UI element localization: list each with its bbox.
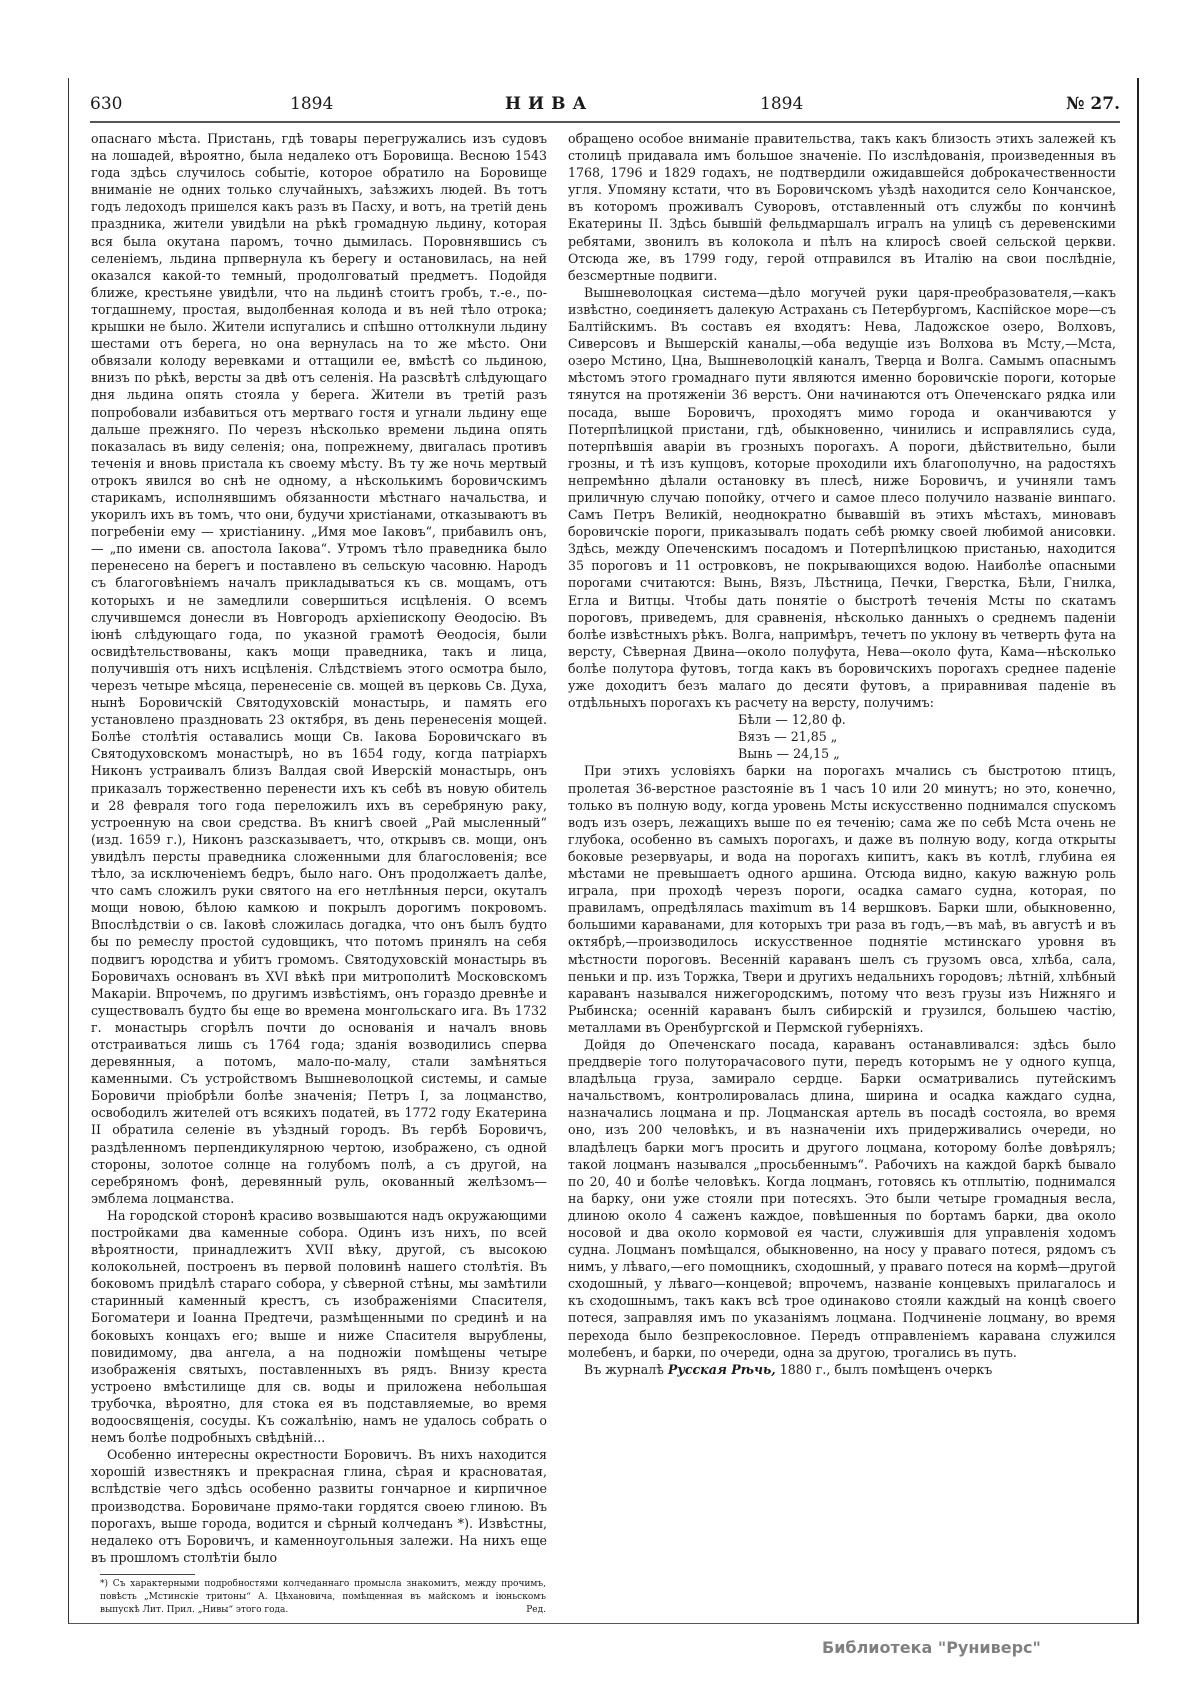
issue-number: № 27. [1066, 94, 1120, 114]
left-column [91, 130, 547, 1566]
rapid-name: Бѣли [738, 712, 772, 728]
rapid-name: Вынь [738, 746, 773, 762]
slope-row [738, 745, 1116, 762]
footnote-text: *) Съ характерными подробностями колчеданнаго промысла знакомитъ, между прочимъ, повѣсть „Мстинскіе тритоны“ А. Цѣхановича, помѣщенная въ майскомъ и іюньскомъ выпускѣ Лит. Прил. „Нивы“ этого года. [100, 1579, 546, 1615]
slope-value: — 12,80 ф. [775, 712, 846, 728]
paragraph: На городской сторонѣ красиво возвышаются надъ окружающими постройками два каменные собора. Одинъ изъ нихъ, по всей вѣроятности, принадлежитъ XVII вѣку, другой, съ высокою колокольней, построенъ въ первой половинѣ нашего столѣтія. Въ боковомъ придѣлѣ стараго собора, у сѣверной стѣны, мы замѣтили старинный каменный крестъ, съ изображеніями Спасителя, Богоматери и Іоанна Предтечи, размѣщенными по срединѣ и на боковыхъ концахъ его; выше и ниже Спасителя вырублены, повидимому, два ангела, а на подножіи помѣщены четыре изображенія святыхъ, поставленныхъ въ рядъ. Внизу креста устроено вмѣстилище для св. воды и приложена небольшая трубочка, вѣроятно, для стока ея въ подставляемые, во время водоосвященія, сосуды. Къ сожалѣнію, намъ не удалось собрать о немъ болѣе подробныхъ свѣдѣній... [91, 1207, 547, 1446]
paragraph: Дойдя до Опеченскаго посада, караванъ останавливался: здѣсь было преддверіе того полуторачасового пути, передъ которымъ не у одного купца, владѣльца груза, замирало сердце. Барки осматривались путейскимъ начальствомъ, контролировалась длина, ширина и осадка каждаго судна, назначались лоцмана и пр. Лоцманская артель въ посадѣ состояла, во время оно, изъ 200 человѣкъ, и въ назначеніи ихъ придерживались очереди, но владѣлецъ барки могъ просить и другого лоцмана, которому болѣе довѣрялъ; такой лоцманъ назывался „просьбеннымъ“. Рабочихъ на каждой баркѣ бывало по 20, 40 и болѣе человѣкъ. Когда лоцманъ, готовясь къ отплытію, поднимался на барку, они уже стояли при потесяхъ. Это были четыре громадныя весла, длиною около 4 саженъ каждое, повѣшенныя по бортамъ барки, два около носовой и два около кормовой ея части, служившія для управленія ходомъ судна. Лоцманъ помѣщался, обыкновенно, на носу у праваго потеся, рядомъ съ нимъ, у лѣваго,—его помощникъ, сходошный, у праваго потеся на кормѣ—другой сходошный, у лѣваго—концевой; впрочемъ, названіе концевыхъ прилагалось и къ сходошнымъ, такъ какъ всѣ трое одинаково стояли каждый на концѣ своего потеся, заправляя имъ по указаніямъ лоцмана. Подчиненіе лоцману, во время перехода было безпрекословное. Передъ отправленіемъ каравана служился молебенъ, и барки, по очереди, одна за другою, трогались въ путь. [568, 1036, 1116, 1360]
last-line-prefix: Въ журналѣ [584, 1361, 664, 1377]
paragraph: Вышневолоцкая система—дѣло могучей руки царя-преобразователя,—какъ извѣстно, соединяетъ далекую Астрахань съ Петербургомъ, Каспійское море—съ Балтійскимъ. Въ составъ ея входятъ: Нева, Ладожское озеро, Волховъ, Сиверсовъ и Вышерскій каналы,—оба ведущіе изъ Волхова въ Мсту,—Мста, озеро Мстино, Цна, Вышневолоцкій каналъ, Тверца и Волга. Самымъ опаснымъ мѣстомъ этого громаднаго пути являются именно боровичскіе пороги, которые тянутся на протяженіи 36 верстъ. Они начинаются отъ Опеченскаго рядка или посада, выше Боровичъ, проходятъ мимо города и оканчиваются у Потерпѣлицкой пристани, гдѣ, обыкновенно, чинились и исправлялись суда, потерпѣвшія аваріи въ грозныхъ порогахъ. А пороги, дѣйствительно, были грозны, и тѣ изъ купцовъ, которые проходили ихъ благополучно, на радостяхъ непремѣнно дѣлали остановку въ плесѣ, ниже Боровичъ, и учиняли тамъ приличную случаю попойку, отчего и самое плесо получило названіе винпаго. Самъ Петръ Великій, неоднократно бывавшій въ этихъ мѣстахъ, миновавъ боровичскіе пороги, приказывалъ подать себѣ рюмку своей любимой анисовки. Здѣсь, между Опеченскимъ посадомъ и Потерпѣлицкою пристанью, находится 35 пороговъ и 11 островковъ, не покрывающихся водою. Наиболѣе опасными порогами считаются: Вынь, Вязъ, Лѣстница, Печки, Гверстка, Бѣли, Гнилка, Егла и Витцы. Чтобы дать понятіе о быстротѣ теченія Мсты по скатамъ пороговъ, приведемъ, для сравненія, нѣсколько данныхъ о среднемъ паденіи болѣе извѣстныхъ рѣкъ. Волга, напримѣръ, течетъ по уклону въ четверть фута на версту, Сѣверная Двина—около полуфута, Нева—около фута, Кама—нѣсколько болѣе полутора футовъ, тогда какъ въ боровичскихъ порогахъ среднее паденіе уже доходитъ безъ малаго до десяти футовъ, а приравнивая паденіе въ отдѣльныхъ порогахъ къ расчету на версту, получимъ: [568, 284, 1116, 711]
last-line-suffix: 1880 г., былъ помѣщенъ очеркъ [779, 1361, 993, 1377]
right-column [568, 130, 1116, 1378]
editor-mark: Ред. [526, 1605, 546, 1615]
running-header [90, 88, 1120, 120]
header-rule [90, 121, 1120, 123]
library-watermark: Библиотека "Руниверс" [822, 1638, 1041, 1657]
paragraph: обращено особое вниманіе правительства, такъ какъ близость этихъ залежей къ столицѣ придавала имъ большое значеніе. По изслѣдованія, произведенныя въ 1768, 1796 и 1829 годахъ, не подтвердили ожидавшейся доброкачественности угля. Упомяну кстати, что въ Боровичскомъ уѣздѣ находится село Кончанское, въ которомъ проживалъ Суворовъ, отставленный отъ службы по кончинѣ Екатерины II. Здѣсь бывшій фельдмаршалъ игралъ на улицѣ съ деревенскими ребятами, звонилъ въ колокола и пѣлъ на клиросѣ своей сельской церкви. Отсюда же, въ 1799 году, герой отправился въ Италію на свои послѣдніе, безсмертные подвиги. [568, 131, 1116, 283]
journal-name: Русская Рѣчь, [667, 1361, 776, 1377]
header-year-right: 1894 [760, 94, 804, 114]
paragraph: Особенно интересны окрестности Боровичъ. Въ нихъ находится хорошій известнякъ и прекрасная глина, сѣрая и красноватая, вслѣдствіе чего здѣсь особенно развиты гончарное и кирпичное производства. Боровичане прямо-таки гордятся своею глиною. Въ порогахъ, выше города, водится и сѣрный колчеданъ *). Извѣстны, недалеко отъ Боровичъ, и каменноугольныя залежи. На нихъ еще въ прошломъ столѣтіи было [91, 1447, 547, 1565]
journal-title: НИВА [505, 94, 594, 114]
slope-table [738, 711, 1116, 762]
slope-row [738, 728, 1116, 745]
paragraph: При этихъ условіяхъ барки на порогахъ мчались съ быстротою птицъ, пролетая 36-верстное разстояніе въ 1 часъ 10 или 20 минутъ; но это, конечно, только въ полную воду, когда уровень Мсты искусственно поднимался спускомъ водъ изъ озеръ, лежащихъ выше по ея теченію; сама же по себѣ Мста очень не глубока, особенно въ самыхъ порогахъ, и даже въ полную воду, когда открыты боковые резервуары, и вода на порогахъ кипитъ, какъ въ котлѣ, глубина ея мѣстами не превышаетъ одного аршина. Отсюда видно, какую важную роль играла, при проходѣ черезъ пороги, осадка самаго судна, которая, по правиламъ, опредѣлялась maximum въ 14 вершковъ. Барки шли, обыкновенно, большими караванами, для которыхъ три раза въ годъ,—въ маѣ, въ августѣ и въ октябрѣ,—производилось искусственное поднятіе мстинскаго уровня въ мѣстности пороговъ. Весенній караванъ шелъ съ грузомъ овса, хлѣба, сала, пеньки и пр. изъ Торжка, Твери и другихъ недальнихъ городовъ; лѣтній, хлѣбный караванъ назывался нижегородскимъ, потому что везъ грузы изъ Нижняго и Рыбинска; осенній караванъ былъ сибирскій и грузился, большею частію, металлами въ Оренбургской и Пермской губерніяхъ. [568, 763, 1116, 1035]
slope-row [738, 711, 1116, 728]
slope-value: — 24,15 „ [776, 746, 840, 762]
paragraph-last [568, 1361, 1116, 1378]
footnote [100, 1578, 546, 1617]
rapid-name: Вязъ [738, 729, 771, 745]
paragraph: опаснаго мѣста. Пристань, гдѣ товары перегружались изъ судовъ на лошадей, вѣроятно, была недалеко отъ Боровища. Весною 1543 года здѣсь случилось событіе, которое обратило на Боровище вниманіе не одних только случайныхъ, заѣзжихъ людей. Въ тотъ годъ ледоходъ пришелся какъ разъ въ Пасху, и вотъ, на третій день праздника, жители увидѣли на рѣкѣ громадную льдину, которая вся была окутана паромъ, точно дымилась. Поровнявшись съ селеніемъ, льдина прпвернула къ берегу и остановилась, на ней оказался какой-то темный, продолговатый предметъ. Подойдя ближе, крестьяне увидѣли, что на льдинѣ стоитъ гробъ, т.-е., по-тогдашнему, простая, выдолбенная колода и въ ней тѣло отрока; крышки не было. Жители испугались и спѣшно оттолкнули льдину шестами отъ берега, но она вернулась на то же мѣсто. Они обвязали колоду веревками и оттащили ее, вмѣстѣ со льдиною, внизъ по рѣкѣ, версты за двѣ отъ селенія. На разсвѣтѣ слѣдующаго дня льдина опять стояла у берега. Жители въ третій разъ попробовали избавиться отъ мертваго гостя и угнали льдину еще дальше прежняго. По черезъ нѣсколько времени льдина опять показалась въ виду селенія; она, попрежнему, двигалась противъ теченія и вновь пристала къ своему мѣсту. Въ ту же ночь мертвый отрокъ явился во снѣ не одному, а нѣсколькимъ боровичскимъ старикамъ, исполнявшимъ обязанности мѣстнаго начальства, и укорилъ ихъ въ томъ, что они, будучи христіанами, отказываютъ въ погребеніи ему — христіанину. „Имя мое Іаковъ“, прибавилъ онъ, — „по имени св. апостола Іакова“. Утромъ тѣло праведника было перенесено на берегъ и поставлено въ сельскую часовню. Народъ съ благоговѣніемъ началъ прикладываться къ св. мощамъ, отъ которыхъ и не замедлили совершиться исцѣленія. О всемъ случившемся донесли въ Новгородъ архіепископу Ѳеодосію. Въ іюнѣ слѣдующаго года, по указной грамотѣ Ѳеодосія, были освидѣтельствованы, какъ мощи праведника, такъ и лица, получившія отъ нихъ исцѣленія. Слѣдствіемъ этого осмотра было, черезъ четыре мѣсяца, перенесеніе св. мощей въ церковь Св. Духа, нынѣ Боровичскій Святодуховскій монастырь, и память его установлено праздновать 23 октября, въ день перенесенія мощей. Болѣе столѣтія оставались мощи Св. Іакова Боровичскаго въ Святодуховскомъ монастырѣ, но въ 1654 году, когда патріархъ Никонъ устраивалъ близъ Валдая свой Иверскій монастырь, онъ приказалъ торжественно перенести ихъ къ себѣ въ новую обитель и 28 февраля того года переложилъ ихъ въ серебряную раку, устроенную на свои средства. Въ книгѣ своей „Рай мысленный“ (изд. 1659 г.), Никонъ разсказываетъ, что, открывъ св. мощи, онъ увидѣлъ персты праведника сложенными для благословенія; все тѣло, за исключеніемъ бедръ, было наго. Онъ продолжаетъ далѣе, что самъ сложилъ руки святого на его нетлѣнныя перси, окуталъ мощи новою, бѣлою камкою и покрылъ дорогимъ покровомъ. Впослѣдствіи о св. Іаковѣ сложилась догадка, что онъ былъ будто бы по ремеслу простой судовщикъ, что потомъ принялъ на себя подвигъ юродства и убитъ громомъ. Святодуховскій монастырь въ Боровичахъ основанъ въ XVI вѣкѣ при митрополитѣ Московскомъ Макаріи. Впрочемъ, по другимъ извѣстіямъ, онъ гораздо древнѣе и существовалъ будто бы еще во времена монгольскаго ига. Въ 1732 г. монастырь сгорѣлъ почти до основанія и началъ вновь отстраиваться лишь съ 1764 года; зданія возводились сперва деревянныя, а потомъ, мало-по-малу, стали замѣняться каменными. Съ устройствомъ Вышневолоцкой системы, и самые Боровичи пріобрѣли болѣе значенія; Петръ I, за лоцманство, освободилъ жителей отъ всякихъ податей, въ 1772 году Екатерина II обратила селеніе въ уѣздный городъ. Въ гербѣ Боровичъ, раздѣленномъ перпендикулярною чертою, изображено, съ одной стороны, золотое солнце на голубомъ полѣ, а съ другой, на серебряномъ фонѣ, деревянный руль, окованный желѣзомъ—эмблема лоцманства. [91, 131, 547, 1206]
footnote-rule [100, 1574, 195, 1575]
slope-value: — 21,85 „ [774, 729, 838, 745]
page-number: 630 [90, 94, 123, 114]
header-year-left: 1894 [290, 94, 334, 114]
